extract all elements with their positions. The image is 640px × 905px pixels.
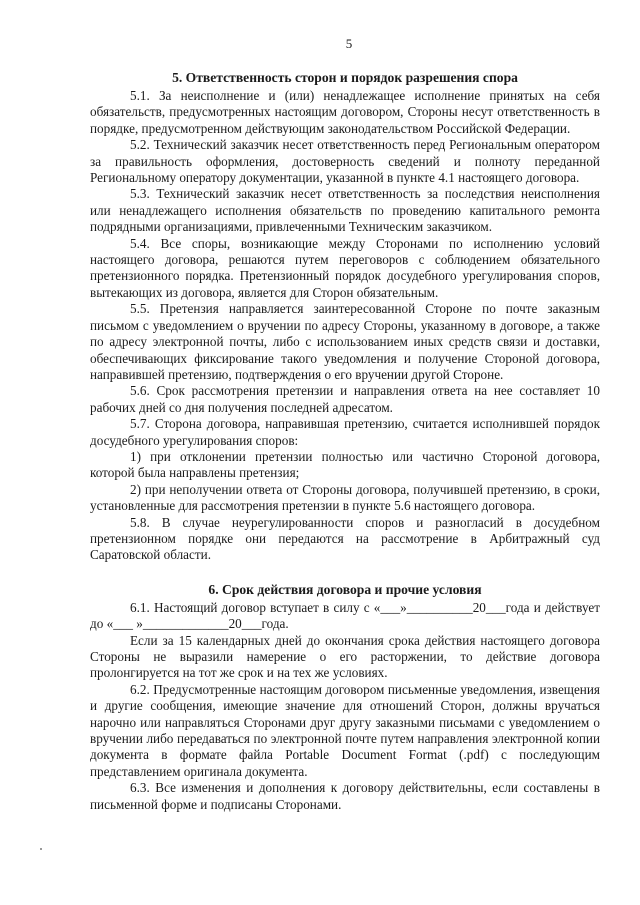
clause-6-1-prolongation: Если за 15 календарных дней до окончания срока действия настоящего договора Стороны не выразили намерение о его расторжении, то действие договора пролонгируется на тот же срок и на тех же условиях. [90,632,600,681]
clause-5-2: 5.2. Технический заказчик несет ответственность перед Региональным оператором за правильность оформления, достоверность сведений и полноту переданной Региональному оператору документации, указанной в пункте 4.1 настоящего договора. [90,137,600,186]
clause-6-1: 6.1. Настоящий договор вступает в силу с «___»__________20___года и действует до «___ »_____________20___года. [90,599,600,632]
clause-6-3: 6.3. Все изменения и дополнения к договору действительны, если составлены в письменной форме и подписаны Сторонами. [90,780,600,812]
clause-5-7-item-1: 1) при отклонении претензии полностью или частично Стороной договора, которой была направлены претензия; [90,448,600,481]
clause-5-5: 5.5. Претензия направляется заинтересованной Стороне по почте заказным письмом с уведомлением о вручении по адресу Стороны, указанному в договоре, а также по адресу электронной почты, либо с использованием иных средств связи и доставки, обеспечивающих фиксирование такого уведомления и получение Стороной договора, направившей претензию, подтверждения о его вручении другой Стороне. [90,301,600,382]
clause-6-2: 6.2. Предусмотренные настоящим договором письменные уведомления, извещения и другие сообщения, имеющие значение для отношений Сторон, должны вручаться нарочно или направляться Сторонами друг другу заказными письмами с уведомлением о вручении либо передаваться по электронной почте путем направления электронной копии документа в формате файла Portable Document Format (.pdf) с последующим представлением оригинала документа. [90,681,600,779]
clause-5-8: 5.8. В случае неурегулированности споров и разногласий в досудебном претензионном порядке они передаются на рассмотрение в Арбитражный суд Саратовской области. [90,514,600,563]
clause-5-3: 5.3. Технический заказчик несет ответственность за последствия неисполнения или ненадлежащего исполнения обязательств по проведению капитального ремонта подрядными организациями, привлеченными Техническим заказчиком. [90,186,600,235]
clause-5-4: 5.4. Все споры, возникающие между Сторонами по исполнению условий настоящего договора, решаются путем переговоров с соблюдением обязательного претензионного порядка. Претензионный порядок досудебного урегулирования споров, вытекающих из договора, является для Сторон обязательным. [90,235,600,300]
clause-5-6: 5.6. Срок рассмотрения претензии и направления ответа на нее составляет 10 рабочих дней со дня получения последней адресатом. [90,383,600,415]
clause-5-7-item-2: 2) при неполучении ответа от Стороны договора, получившей претензию, в сроки, установленные для рассмотрения претензии в пункте 5.6 настоящего договора. [90,481,600,514]
clause-5-7: 5.7. Сторона договора, направившая претензию, считается исполнившей порядок досудебного урегулирования споров: [90,416,600,448]
clause-5-1: 5.1. За неисполнение и (или) ненадлежащее исполнение принятых на себя обязательств, предусмотренных настоящим договором, Стороны несут ответственность в порядке, предусмотренном действующим законодательством Российской Федерации. [90,88,600,136]
section-5-title: 5. Ответственность сторон и порядок разрешения спора [172,70,518,85]
page-number: 5 [345,36,353,51]
section-6-title: 6. Срок действия договора и прочие условия [208,581,482,597]
scan-speck [40,848,42,850]
